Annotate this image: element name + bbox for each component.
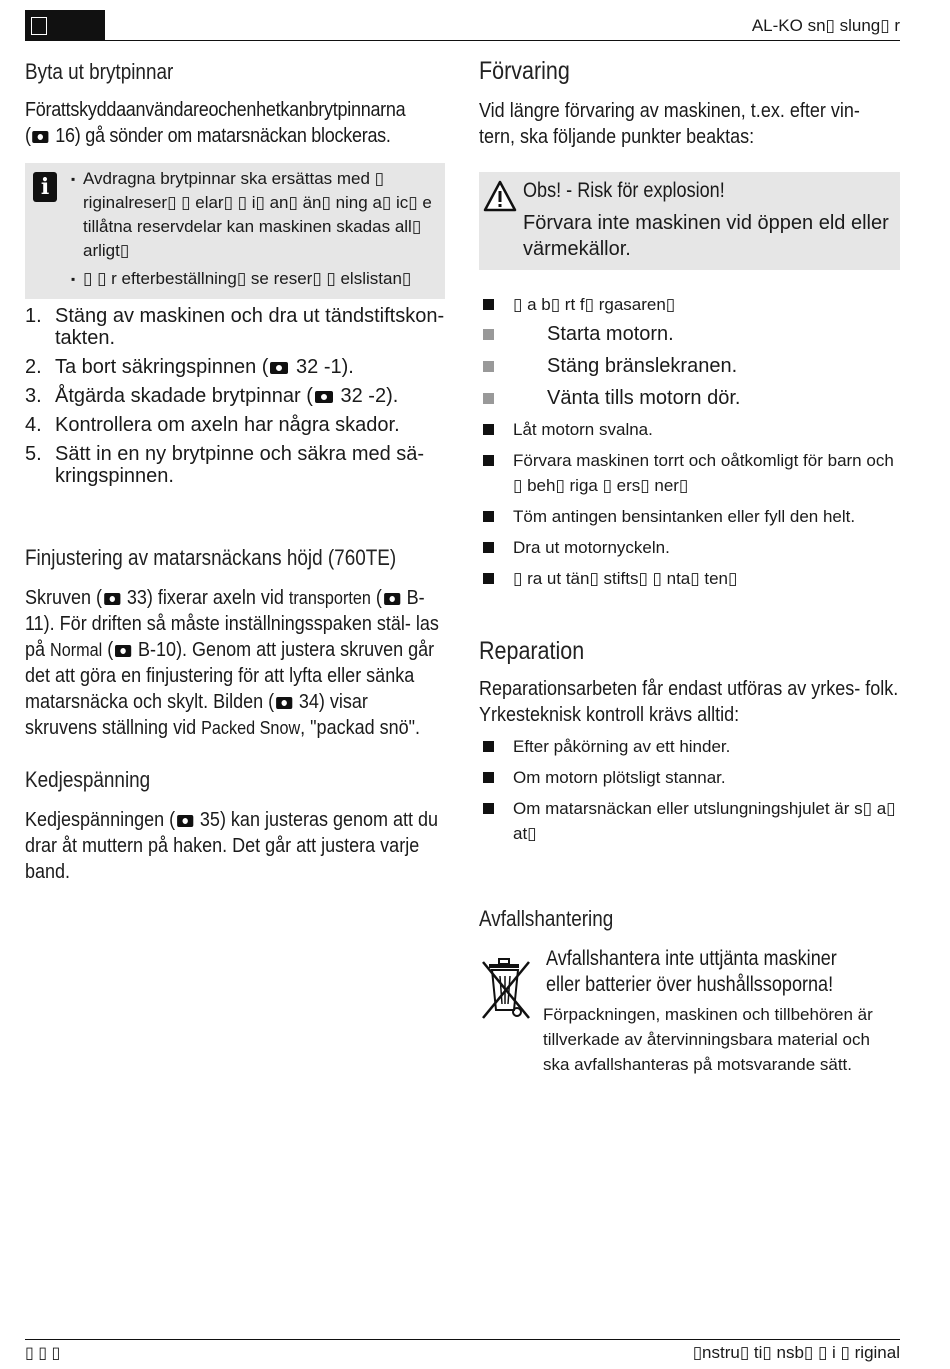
step-text: Ta bort säkringspinnen ( bbox=[55, 356, 269, 378]
list-item: Om motorn plötsligt stannar. bbox=[479, 765, 900, 790]
warning-title: Obs! - Risk för explosion! bbox=[523, 179, 725, 202]
reparation-text: Reparationsarbeten får endast utföras av yrkes- folk. bbox=[479, 678, 899, 700]
brytpinnar-intro bbox=[25, 97, 445, 149]
info-note-box bbox=[25, 163, 445, 299]
list-item: Dra ut motornyckeln. bbox=[479, 535, 900, 560]
waste-lead: Avfallshantera inte uttjänta maskiner eller batterier över hushållssoporna! bbox=[546, 947, 837, 996]
list-item bbox=[25, 356, 445, 378]
list-item bbox=[25, 443, 445, 487]
reparation-text-2: Yrkesteknisk kontroll krävs alltid: bbox=[479, 704, 740, 726]
text-run: Skruven ( bbox=[25, 587, 103, 609]
section-title-reparation: Reparation bbox=[479, 637, 585, 665]
step-number: 5. bbox=[25, 443, 42, 465]
list-item: Låt motorn svalna. bbox=[479, 417, 900, 442]
forvaring-intro: Vid längre förvaring av maskinen, t.ex. efter vin- tern, ska följande punkter beaktas: bbox=[479, 100, 860, 148]
intro-line-b: 16) gå sönder om matarsnäckan blockeras. bbox=[50, 125, 391, 147]
list-item: Efter påkörning av ett hinder. bbox=[479, 734, 900, 759]
waste-body: Förpackningen, maskinen och tillbehören är tillverkade av återvinningsbara material och ska avfallshanteras på motsvarande sätt. bbox=[543, 1005, 873, 1074]
info-icon: i bbox=[33, 172, 57, 202]
camera-icon bbox=[270, 362, 288, 374]
list-item bbox=[25, 385, 445, 407]
step-text: 32 -1). bbox=[290, 356, 354, 378]
text-run: transporten bbox=[288, 588, 371, 608]
text-run: B-11). För driften så måste inställningsspaken stäl- las på bbox=[25, 587, 439, 661]
warning-body: Förvara inte maskinen vid öppen eld eller värmekällor. bbox=[523, 212, 889, 260]
camera-icon bbox=[115, 645, 131, 657]
text-run: 34) visar skruvens ställning vid bbox=[25, 691, 368, 739]
waste-note bbox=[479, 946, 900, 1077]
intro-line-a: Förattskyddaanvändareochenhetkanbrytpinnarna bbox=[25, 99, 406, 121]
list-item: Töm antingen bensintanken eller fyll den helt. bbox=[479, 504, 900, 529]
section-title-avfallshantering: Avfallshantering bbox=[479, 906, 614, 931]
list-item: ▯ ra ut tän▯ stifts▯ ▯ nta▯ ten▯ bbox=[479, 566, 900, 591]
step-number: 2. bbox=[25, 356, 42, 378]
header-title: AL-KO sn▯ slung▯ r bbox=[751, 16, 900, 35]
right-column bbox=[479, 55, 900, 1077]
step-text: Kontrollera om axeln har några skador. bbox=[55, 414, 400, 436]
kedjespanning-text bbox=[25, 807, 445, 885]
sub-list bbox=[479, 321, 900, 411]
step-text: Åtgärda skadade brytpinnar ( bbox=[55, 385, 313, 407]
crossed-bin-icon bbox=[479, 956, 535, 1022]
list-item: Om matarsnäckan eller utslungningshjulet är s▯ a▯ at▯ bbox=[479, 796, 900, 846]
left-column bbox=[25, 55, 445, 885]
text-run: ( bbox=[370, 587, 382, 609]
text-run: B-10). Genom att justera skruven går det att göra en finjustering för att lyfta eller sänka matarsnäcka och skylt. Bilden ( bbox=[25, 639, 435, 713]
footer-doc-title: ▯nstru▯ ti▯ nsb▯ ▯ i ▯ riginal bbox=[692, 1343, 900, 1362]
item-text: ▯ a b▯ rt f▯ rgasaren▯ bbox=[513, 295, 676, 314]
footer-divider bbox=[25, 1339, 900, 1340]
forvaring-list bbox=[479, 292, 900, 591]
section-title-forvaring: Förvaring bbox=[479, 57, 570, 85]
step-number: 4. bbox=[25, 414, 42, 436]
list-item: Förvara maskinen torrt och oåtkomligt för barn och ▯ beh▯ riga ▯ ers▯ ner▯ bbox=[479, 448, 900, 498]
steps-list bbox=[25, 305, 445, 487]
camera-icon bbox=[276, 697, 292, 709]
sub-item: Starta motorn. bbox=[479, 321, 900, 347]
camera-icon bbox=[104, 593, 120, 605]
text-run: Packed Snow bbox=[201, 718, 301, 738]
step-text: Sätt in en ny brytpinne och säkra med sä- kringspinnen. bbox=[55, 443, 425, 487]
text-run: ( bbox=[102, 639, 114, 661]
text-run: Kedjespänningen ( bbox=[25, 809, 176, 831]
warning-box bbox=[479, 172, 900, 270]
finjustering-text bbox=[25, 585, 445, 741]
camera-icon bbox=[33, 131, 49, 143]
section-title-kedjespanning: Kedjespänning bbox=[25, 767, 151, 792]
text-run: Normal bbox=[50, 640, 103, 660]
step-number: 3. bbox=[25, 385, 42, 407]
header-language-tab bbox=[25, 10, 105, 40]
text-run: 33) fixerar axeln vid bbox=[121, 587, 289, 609]
info-item: ▪ Avdragna brytpinnar ska ersättas med ▯ riginalreser▯ ▯ elar▯ ▯ i▯ an▯ än▯ ning a▯ ic▯ e tillåtna reservdelar kan maskinen skadas all▯ arligt▯ bbox=[83, 167, 435, 263]
list-item bbox=[479, 292, 900, 411]
intro-paren: ( bbox=[25, 125, 31, 147]
step-number: 1. bbox=[25, 305, 42, 327]
language-box-icon bbox=[31, 17, 47, 35]
text-run: , "packad snö". bbox=[300, 717, 421, 739]
warning-triangle-icon bbox=[483, 180, 517, 212]
list-item bbox=[25, 305, 445, 349]
header-divider bbox=[25, 40, 900, 41]
reparation-list bbox=[479, 734, 900, 846]
section-title-brytpinnar: Byta ut brytpinnar bbox=[25, 59, 174, 84]
sub-item: Vänta tills motorn dör. bbox=[479, 385, 900, 411]
camera-icon bbox=[384, 593, 400, 605]
section-title-finjustering: Finjustering av matarsnäckans höjd (760TE) bbox=[25, 545, 397, 570]
step-text: 32 -2). bbox=[334, 385, 399, 407]
list-item bbox=[25, 414, 445, 436]
step-text: Stäng av maskinen och dra ut tändstiftskon- takten. bbox=[55, 305, 445, 349]
info-item: ▪ ▯ ▯ r efterbeställning▯ se reser▯ ▯ elslistan▯ bbox=[83, 267, 435, 291]
camera-icon bbox=[177, 815, 193, 827]
sub-item: Stäng bränslekranen. bbox=[479, 353, 900, 379]
camera-icon bbox=[315, 391, 333, 403]
footer-page-number: ▯ ▯ ▯ bbox=[25, 1345, 61, 1362]
text-run: 35) kan justeras genom att du drar åt muttern på haken. Det går att justera varje band. bbox=[25, 809, 439, 883]
